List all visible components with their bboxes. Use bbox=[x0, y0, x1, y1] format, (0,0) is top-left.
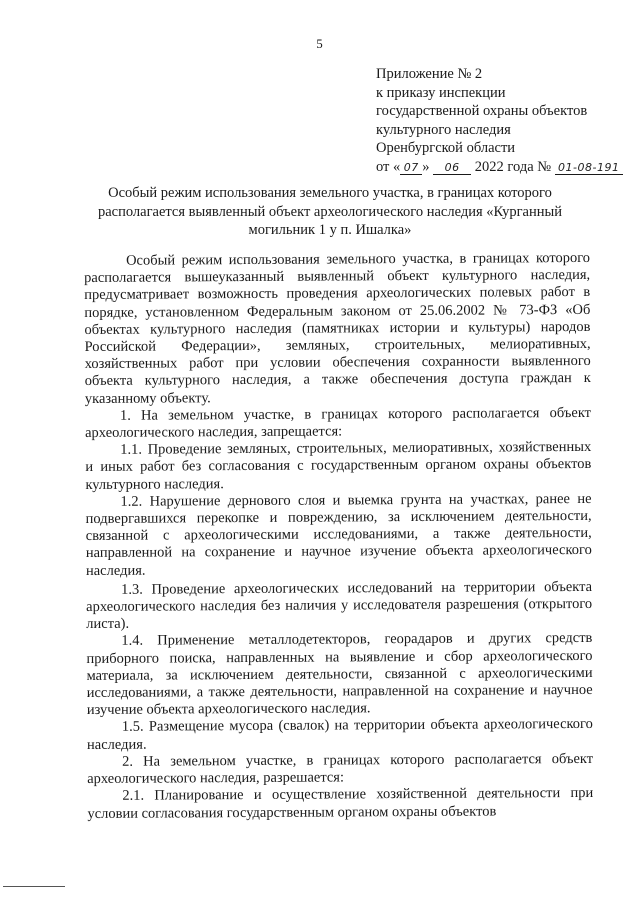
document-title: Особый режим использования земельного участка, в границах которого располагается выявленный объект археологического наследия «Курганный могильник 1 у п. Ишалка» bbox=[97, 185, 562, 238]
appendix-line-2: к приказу инспекции bbox=[376, 84, 506, 101]
footnote-divider bbox=[3, 886, 65, 887]
date-day-suffix: » bbox=[422, 158, 430, 175]
section-1-heading: 1. На земельном участке, в границах которого располагается объект археологического наследия, запрещается: bbox=[85, 404, 592, 442]
appendix-date-line bbox=[376, 158, 626, 177]
item-1-1: 1.1. Проведение земляных, строительных, мелиоративных, хозяйственных и иных работ без согласования с государственным органом охраны объектов культурного наследия. bbox=[85, 439, 592, 493]
order-number: 01-08-191 bbox=[555, 161, 623, 175]
appendix-line-3: государственной охраны объектов bbox=[376, 103, 588, 119]
item-1-3: 1.3. Проведение археологических исследований на территории объекта археологического наследия без наличия у исследователя разрешения (открытого листа). bbox=[86, 578, 593, 633]
intro-paragraph: Особый режим использования земельного участка, в границах которого располагается вышеуказанный выявленный объект культурного наследия, предусматривает возможность проведения археологических полевых работ в порядке, установленном Федеральным законом от 25.06.2002 № 73-ФЗ «Об объектах культурного наследия (памятниках истории и культуры) народов Российской Федерации», земляных, строительных, мелиоративных, хозяйственных работ при условии обеспечения сохранности выявленного объекта культурного наследия, а также обеспечения доступа граждан к указанному объекту. bbox=[84, 249, 591, 407]
item-1-5: 1.5. Размещение мусора (свалок) на территории объекта археологического наследия. bbox=[86, 716, 593, 753]
item-1-4: 1.4. Применение металлодетекторов, георадаров и других средств приборного поиска, направленных на выявление и сбор археологического материала, за исключением деятельности, связанной с археологическими исследованиями, а также деятельности, направленной на сохранение и научное изучение объекта археологического наследия. bbox=[86, 630, 593, 719]
section-2-heading: 2. На земельном участке, в границах которого располагается объект археологического наследия, разрешается: bbox=[87, 750, 594, 788]
item-2-1: 2.1. Планирование и осуществление хозяйственной деятельности при условии согласования государственным органом охраны объектов bbox=[87, 785, 594, 822]
page-number: 5 bbox=[316, 36, 323, 51]
date-month: 06 bbox=[433, 161, 471, 175]
document-body bbox=[84, 250, 593, 823]
appendix-line-1: Приложение № 2 bbox=[376, 66, 483, 82]
appendix-line-5: Оренбургской области bbox=[376, 140, 516, 156]
appendix-block bbox=[376, 65, 626, 176]
date-year: 2022 года № bbox=[474, 158, 552, 175]
date-day: 07 bbox=[400, 161, 422, 175]
appendix-line-4: культурного наследия bbox=[376, 121, 511, 138]
date-prefix: от « bbox=[376, 158, 401, 175]
item-1-2: 1.2. Нарушение дернового слоя и выемка грунта на участках, ранее не подвергавшихся перекопке и повреждению, за исключением деятельности, связанной с археологическими исследованиями, а также деятельности, направленной на сохранение и научное изучение объекта археологического наследия. bbox=[85, 490, 592, 579]
